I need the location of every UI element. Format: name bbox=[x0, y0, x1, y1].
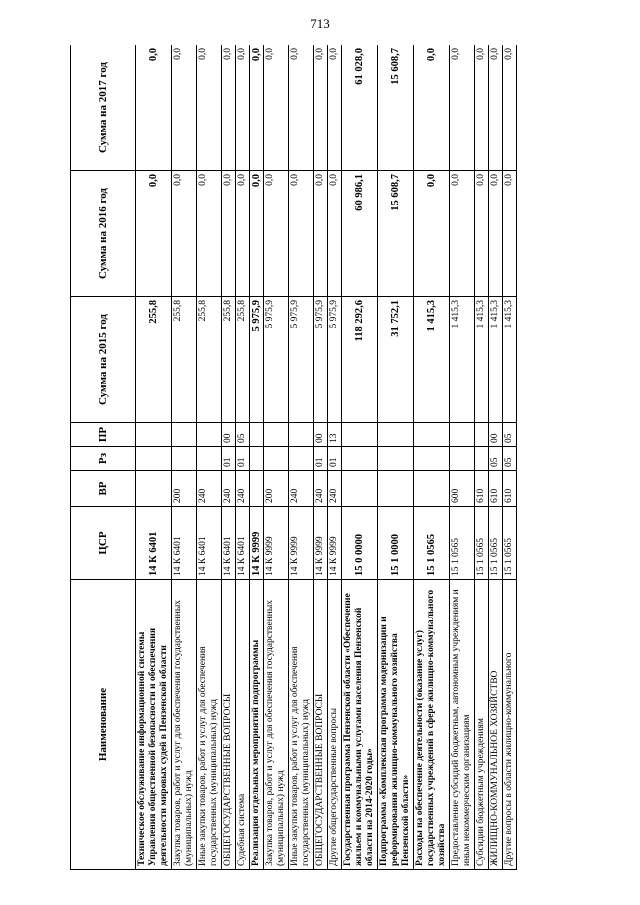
cell-csr: 15 1 0000 bbox=[378, 507, 414, 580]
cell-name: Предоставление субсидий бюджетным, автономным учреждениям и иным некоммерческим организациям bbox=[450, 580, 475, 870]
cell-vr bbox=[250, 471, 264, 507]
cell-name: Закупка товаров, работ и услуг для обеспечения государственных (муниципальных) нужд bbox=[264, 580, 289, 870]
cell-pr bbox=[475, 423, 489, 447]
cell-pr bbox=[414, 423, 450, 447]
cell-2016: 0,0 bbox=[250, 171, 264, 297]
cell-2016: 0,0 bbox=[414, 171, 450, 297]
cell-2017: 0,0 bbox=[264, 45, 289, 171]
cell-2015: 1 415,3 bbox=[414, 297, 450, 423]
header-2015: Сумма на 2015 год bbox=[71, 297, 136, 423]
cell-name: ОБЩЕГОСУДАРСТВЕННЫЕ ВОПРОСЫ bbox=[314, 580, 328, 870]
cell-csr: 14 К 9999 bbox=[264, 507, 289, 580]
cell-2015: 255,8 bbox=[172, 297, 197, 423]
cell-name: Реализация отдельных мероприятий подпрограммы bbox=[250, 580, 264, 870]
table-row bbox=[314, 45, 328, 870]
table-row bbox=[136, 45, 172, 870]
cell-pr: 05 bbox=[503, 423, 517, 447]
cell-rz: 01 bbox=[314, 447, 328, 471]
cell-rz bbox=[197, 447, 222, 471]
table-row bbox=[414, 45, 450, 870]
cell-rz: 01 bbox=[236, 447, 250, 471]
cell-2015: 255,8 bbox=[236, 297, 250, 423]
cell-pr bbox=[264, 423, 289, 447]
cell-vr: 200 bbox=[172, 471, 197, 507]
table-row bbox=[489, 45, 503, 870]
cell-csr: 14 К 9999 bbox=[250, 507, 264, 580]
cell-2016: 0,0 bbox=[172, 171, 197, 297]
cell-2016: 0,0 bbox=[450, 171, 475, 297]
cell-2017: 0,0 bbox=[503, 45, 517, 171]
cell-2016: 0,0 bbox=[236, 171, 250, 297]
cell-2017: 15 608,7 bbox=[378, 45, 414, 171]
cell-2016: 0,0 bbox=[289, 171, 314, 297]
table-row bbox=[450, 45, 475, 870]
cell-vr: 240 bbox=[197, 471, 222, 507]
header-rz: Рз bbox=[71, 447, 136, 471]
cell-2016: 0,0 bbox=[197, 171, 222, 297]
cell-name: Подпрограмма «Комплексная программа модернизации и реформирования жилищно-коммунального хозяйства Пензенской области» bbox=[378, 580, 414, 870]
cell-rz bbox=[414, 447, 450, 471]
cell-pr: 00 bbox=[222, 423, 236, 447]
cell-pr bbox=[136, 423, 172, 447]
header-2016: Сумма на 2016 год bbox=[71, 171, 136, 297]
cell-vr: 610 bbox=[503, 471, 517, 507]
cell-vr: 600 bbox=[450, 471, 475, 507]
cell-2016: 15 608,7 bbox=[378, 171, 414, 297]
rotated-table-container bbox=[70, 45, 585, 870]
cell-2017: 0,0 bbox=[222, 45, 236, 171]
cell-vr: 240 bbox=[236, 471, 250, 507]
cell-2015: 5 975,9 bbox=[289, 297, 314, 423]
cell-pr bbox=[172, 423, 197, 447]
cell-pr: 00 bbox=[314, 423, 328, 447]
table-row bbox=[503, 45, 517, 870]
cell-2015: 5 975,9 bbox=[264, 297, 289, 423]
cell-vr bbox=[342, 471, 378, 507]
cell-2017: 0,0 bbox=[172, 45, 197, 171]
cell-2017: 0,0 bbox=[328, 45, 342, 171]
cell-2017: 0,0 bbox=[414, 45, 450, 171]
cell-2016: 0,0 bbox=[489, 171, 503, 297]
cell-2016: 0,0 bbox=[136, 171, 172, 297]
cell-2016: 0,0 bbox=[328, 171, 342, 297]
cell-rz bbox=[289, 447, 314, 471]
cell-2015: 5 975,9 bbox=[250, 297, 264, 423]
table-row bbox=[236, 45, 250, 870]
cell-csr: 14 К 6401 bbox=[222, 507, 236, 580]
cell-vr bbox=[136, 471, 172, 507]
cell-rz: 05 bbox=[503, 447, 517, 471]
cell-2015: 1 415,3 bbox=[450, 297, 475, 423]
cell-name: Иные закупки товаров, работ и услуг для обеспечения государственных (муниципальных) нужд bbox=[197, 580, 222, 870]
cell-pr: 00 bbox=[489, 423, 503, 447]
cell-2016: 0,0 bbox=[314, 171, 328, 297]
cell-2016: 0,0 bbox=[264, 171, 289, 297]
cell-2017: 0,0 bbox=[450, 45, 475, 171]
table-header-row bbox=[71, 45, 136, 870]
cell-name: Иные закупки товаров, работ и услуг для обеспечения государственных (муниципальных) нужд bbox=[289, 580, 314, 870]
cell-rz: 05 bbox=[489, 447, 503, 471]
cell-csr: 14 К 6401 bbox=[172, 507, 197, 580]
cell-name: Расходы на обеспечение деятельности (оказание услуг) государственных учреждений в сфере жилищно-коммунального хозяйства bbox=[414, 580, 450, 870]
cell-rz bbox=[450, 447, 475, 471]
cell-rz bbox=[172, 447, 197, 471]
table-row bbox=[172, 45, 197, 870]
cell-rz bbox=[250, 447, 264, 471]
header-2017: Сумма на 2017 год bbox=[71, 45, 136, 171]
cell-2016: 60 986,1 bbox=[342, 171, 378, 297]
cell-vr: 240 bbox=[289, 471, 314, 507]
cell-name: ЖИЛИЩНО-КОММУНАЛЬНОЕ ХОЗЯЙСТВО bbox=[489, 580, 503, 870]
table-body bbox=[136, 45, 517, 870]
cell-vr: 610 bbox=[489, 471, 503, 507]
cell-vr: 200 bbox=[264, 471, 289, 507]
table-row bbox=[328, 45, 342, 870]
budget-table bbox=[70, 45, 517, 870]
cell-name: Другие вопросы в области жилищно-коммунального bbox=[503, 580, 517, 870]
cell-vr: 240 bbox=[328, 471, 342, 507]
table-row bbox=[250, 45, 264, 870]
cell-csr: 15 1 0565 bbox=[475, 507, 489, 580]
cell-2017: 0,0 bbox=[136, 45, 172, 171]
cell-2015: 5 975,9 bbox=[314, 297, 328, 423]
cell-name: Закупка товаров, работ и услуг для обеспечения государственных (муниципальных) нужд bbox=[172, 580, 197, 870]
table-row bbox=[342, 45, 378, 870]
cell-2015: 255,8 bbox=[222, 297, 236, 423]
cell-csr: 14 К 9999 bbox=[314, 507, 328, 580]
cell-csr: 15 0 0000 bbox=[342, 507, 378, 580]
cell-pr: 05 bbox=[236, 423, 250, 447]
cell-2016: 0,0 bbox=[222, 171, 236, 297]
table-row bbox=[264, 45, 289, 870]
cell-pr bbox=[378, 423, 414, 447]
cell-2017: 0,0 bbox=[314, 45, 328, 171]
page-number: 713 bbox=[310, 16, 330, 31]
cell-csr: 14 К 6401 bbox=[136, 507, 172, 580]
cell-2017: 0,0 bbox=[475, 45, 489, 171]
cell-rz: 01 bbox=[328, 447, 342, 471]
cell-2016: 0,0 bbox=[475, 171, 489, 297]
cell-2017: 0,0 bbox=[489, 45, 503, 171]
table-row bbox=[222, 45, 236, 870]
cell-rz bbox=[136, 447, 172, 471]
cell-rz bbox=[378, 447, 414, 471]
cell-csr: 14 К 9999 bbox=[289, 507, 314, 580]
cell-2016: 0,0 bbox=[503, 171, 517, 297]
cell-2015: 255,8 bbox=[197, 297, 222, 423]
cell-csr: 14 К 6401 bbox=[236, 507, 250, 580]
cell-pr bbox=[197, 423, 222, 447]
cell-2015: 1 415,3 bbox=[489, 297, 503, 423]
cell-csr: 14 К 9999 bbox=[328, 507, 342, 580]
cell-2017: 0,0 bbox=[197, 45, 222, 171]
cell-csr: 14 К 6401 bbox=[197, 507, 222, 580]
cell-rz bbox=[264, 447, 289, 471]
cell-rz bbox=[475, 447, 489, 471]
cell-vr: 240 bbox=[314, 471, 328, 507]
cell-2017: 61 028,0 bbox=[342, 45, 378, 171]
header-name: Наименование bbox=[71, 580, 136, 870]
cell-pr: 13 bbox=[328, 423, 342, 447]
cell-name: Субсидии бюджетным учреждениям bbox=[475, 580, 489, 870]
rotated-table bbox=[70, 45, 585, 870]
cell-vr: 240 bbox=[222, 471, 236, 507]
cell-2017: 0,0 bbox=[289, 45, 314, 171]
table-row bbox=[197, 45, 222, 870]
header-csr: ЦСР bbox=[71, 507, 136, 580]
cell-2015: 1 415,3 bbox=[475, 297, 489, 423]
cell-pr bbox=[450, 423, 475, 447]
cell-2015: 31 752,1 bbox=[378, 297, 414, 423]
cell-name: Техническое обслуживание информационной системы Управления общественной безопасности и обеспечения деятельности мировых судей в Пензенской области bbox=[136, 580, 172, 870]
cell-pr bbox=[289, 423, 314, 447]
cell-vr bbox=[378, 471, 414, 507]
cell-2015: 255,8 bbox=[136, 297, 172, 423]
table-row bbox=[475, 45, 489, 870]
header-vr: ВР bbox=[71, 471, 136, 507]
cell-2015: 118 292,6 bbox=[342, 297, 378, 423]
cell-csr: 15 1 0565 bbox=[503, 507, 517, 580]
cell-name: ОБЩЕГОСУДАРСТВЕННЫЕ ВОПРОСЫ bbox=[222, 580, 236, 870]
cell-csr: 15 1 0565 bbox=[414, 507, 450, 580]
cell-csr: 15 1 0565 bbox=[489, 507, 503, 580]
cell-pr bbox=[342, 423, 378, 447]
cell-csr: 15 1 0565 bbox=[450, 507, 475, 580]
cell-name: Государственная программа Пензенской области «Обеспечение жильем и коммунальными услугами населения Пензенской области на 2014-2020 годы» bbox=[342, 580, 378, 870]
cell-2015: 5 975,9 bbox=[328, 297, 342, 423]
header-pr: ПР bbox=[71, 423, 136, 447]
cell-pr bbox=[250, 423, 264, 447]
table-row bbox=[289, 45, 314, 870]
cell-vr bbox=[414, 471, 450, 507]
cell-name: Другие общегосударственные вопросы bbox=[328, 580, 342, 870]
cell-vr: 610 bbox=[475, 471, 489, 507]
cell-2017: 0,0 bbox=[236, 45, 250, 171]
cell-name: Судебная система bbox=[236, 580, 250, 870]
cell-2015: 1 415,3 bbox=[503, 297, 517, 423]
table-row bbox=[378, 45, 414, 870]
cell-rz: 01 bbox=[222, 447, 236, 471]
cell-rz bbox=[342, 447, 378, 471]
cell-2017: 0,0 bbox=[250, 45, 264, 171]
